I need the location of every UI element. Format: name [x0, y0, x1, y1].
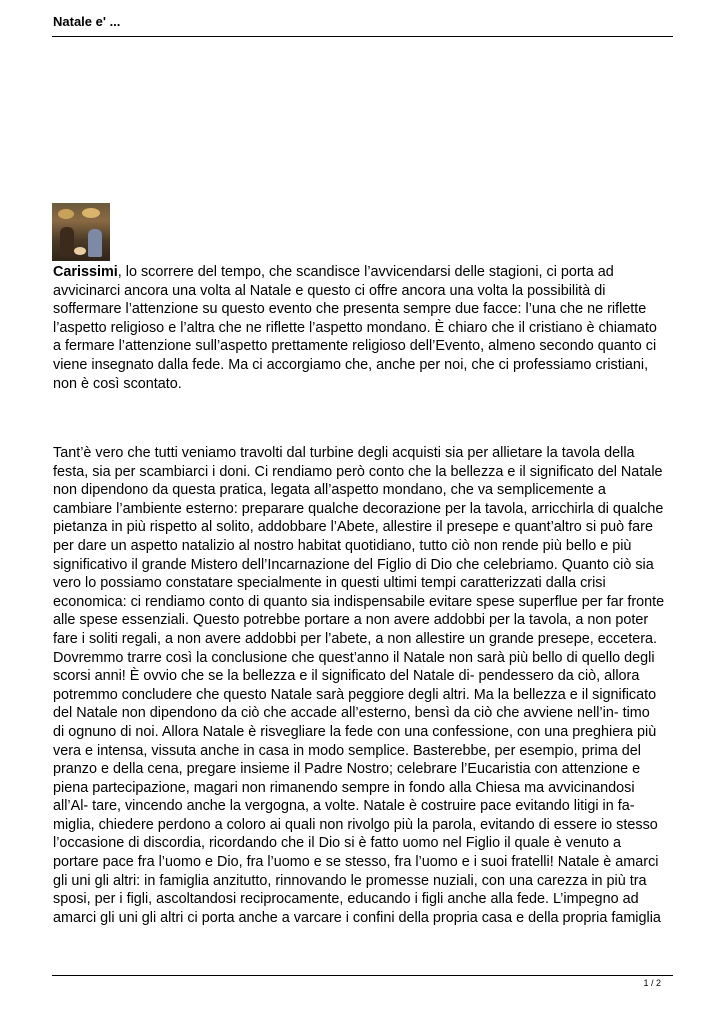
- nativity-painting-icon: [52, 203, 110, 261]
- text-line: vero lo possiamo constatare specialmente in questi ultimi tempi caratterizzati dalla crisi: [53, 575, 606, 592]
- text-line: [53, 263, 675, 282]
- text-line: alle spese essenziali. Questo potrebbe portare a non avere addobbi per la tavola, a non poter: [53, 612, 649, 629]
- text-line: del Natale non dipendono da ciò che accade all’esterno, bensì da ciò che avviene nell’in- timo: [53, 705, 650, 722]
- text-line: potremmo concludere che questo Natale sarà peggiore degli altri. Ma la bellezza e il significato: [53, 686, 657, 703]
- text-line: di ognuno di noi. Allora Natale è risvegliare la fede con una confessione, con una preghiera più: [53, 723, 657, 740]
- footer-divider: [52, 975, 673, 976]
- text-line: significativo il grande Mistero dell’Incarnazione del Figlio di Dio che celebriamo. Quanto ciò sia: [53, 556, 654, 573]
- header-divider: [52, 36, 673, 37]
- text-line: pranzo e della cena, pregare insieme il Padre Nostro; celebrare l’Eucaristia con attenzione e: [53, 761, 641, 778]
- text-line: gli uni gli altri: in famiglia anzitutto, rinnovando le promesse nuziali, con una carezza in più tra: [53, 872, 647, 889]
- text-line: pietanza in più rispetto al solito, addobbare l’Abete, allestire il presepe e quant’altro si può fare: [53, 519, 653, 536]
- text-line-rest: , lo scorrere del tempo, che scandisce l’avvicendarsi delle stagioni, ci porta ad: [117, 264, 614, 280]
- text-line: per dare un aspetto natalizio al nostro habitat quotidiano, tutto ciò non rende più bello e più: [53, 537, 632, 554]
- text-line: amarci gli uni gli altri ci porta anche a varcare i confini della propria casa e della propria famiglia: [53, 909, 661, 926]
- text-line: soffermare l’attenzione su questo evento che presenta sempre due facce: l’una che ne riflette: [53, 301, 647, 318]
- text-line: sposi, per i figli, ascoltandosi reciprocamente, educando i figli anche alla fede. L’impegno ad: [53, 891, 639, 908]
- text-line: non è così scontato.: [53, 375, 182, 392]
- text-line: Dovremmo trarre così la conclusione che quest’anno il Natale non sarà più bello di quello degli: [53, 649, 655, 666]
- text-line: non dipendono da questa pratica, legata all’aspetto mondano, che va semplicemente a: [53, 482, 606, 499]
- text-line: scorsi anni! È ovvio che se la bellezza e il significato del Natale di- pendessero da ciò, allora: [53, 668, 640, 685]
- text-line: l’occasione di discordia, ricordando che il Dio si è fatto uomo nel Figlio il quale è venuto a: [53, 835, 621, 852]
- text-line: piena partecipazione, magari non rimanendo sempre in fondo alla Chiesa ma avvicinandosi: [53, 779, 635, 796]
- paragraph-2: [53, 444, 675, 927]
- text-line: viene insegnato dalla fede. Ma ci accorgiamo che, anche per noi, che ci professiamo cristiani,: [53, 356, 649, 373]
- page-header-title: Natale e' ...: [53, 14, 121, 29]
- text-line: festa, sia per scambiarci i doni. Ci rendiamo però conto che la bellezza e il significato del Natale: [53, 463, 663, 480]
- text-line: cambiare l’ambiente esterno: preparare qualche decorazione per la tavola, arricchirla di qualche: [53, 500, 664, 517]
- text-line: l’aspetto religioso e l’altra che ne riflette l’aspetto mondano. È chiaro che il cristiano è chiamato: [53, 319, 657, 336]
- text-line: Tant’è vero che tutti veniamo travolti dal turbine degli acquisti sia per allietare la tavola della: [53, 445, 635, 461]
- text-line: vera e intensa, vissuta anche in casa in modo semplice. Basterebbe, per esempio, prima del: [53, 742, 641, 759]
- paragraph-1: [53, 263, 675, 393]
- text-line: miglia, chiedere perdono a coloro ai quali non rivolgo più la parola, evitando di essere io stesso: [53, 816, 658, 833]
- text-line: a fermare l’attenzione sull’aspetto prettamente religioso dell’Evento, almeno secondo quanto ci: [53, 338, 657, 355]
- text-line: economica: ci rendiamo conto di quanto sia indispensabile evitare spese superflue per far fronte: [53, 593, 665, 610]
- text-line: portare pace fra l’uomo e Dio, fra l’uomo e se stesso, fra l’uomo e i suoi fratelli! Natale è amarci: [53, 854, 659, 871]
- text-line: fare i soliti regali, a non avere addobbi per l’abete, a non allestire un grande presepe, eccetera.: [53, 630, 657, 647]
- lead-word: Carissimi: [53, 264, 118, 280]
- text-line: all’Al- tare, vincendo anche la vergogna, a volte. Natale è costruire pace evitando litigi in fa-: [53, 798, 635, 815]
- page-number: 1 / 2: [643, 978, 661, 988]
- text-line: avvicinarci ancora una volta al Natale e questo ci offre ancora una volta la possibilità di: [53, 282, 606, 299]
